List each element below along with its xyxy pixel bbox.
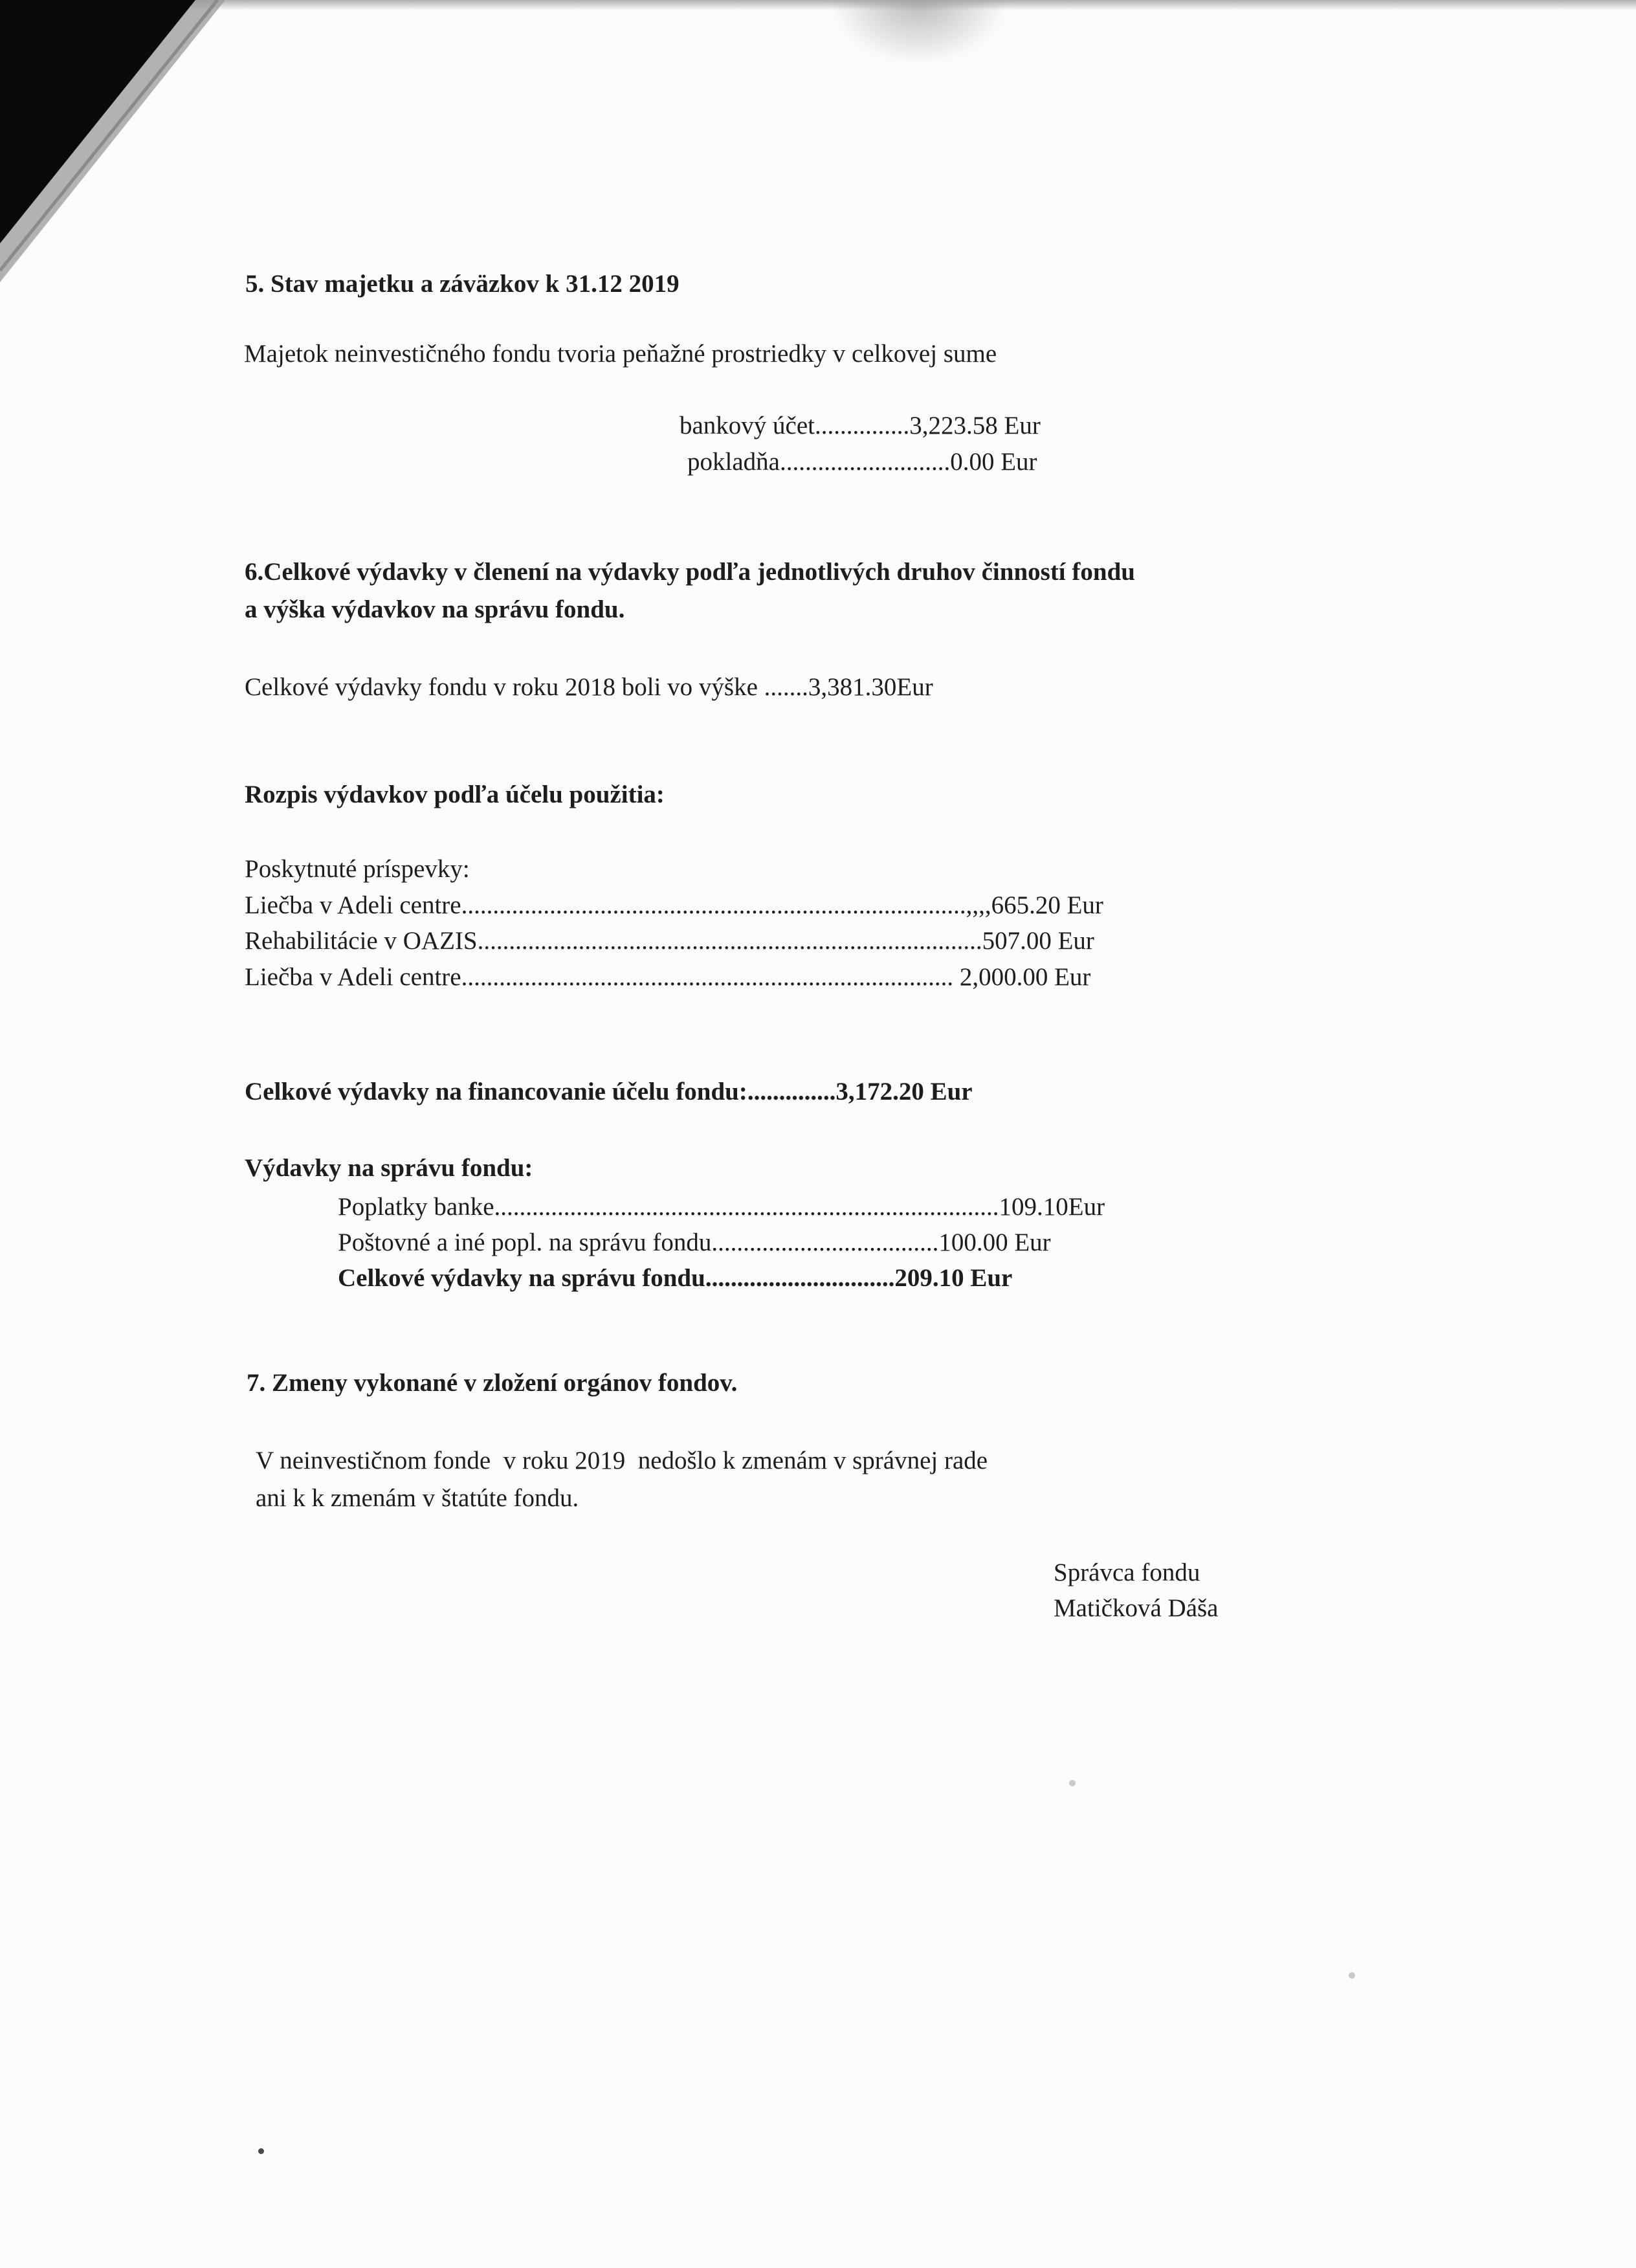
scan-smudge [828,0,1010,65]
purpose-total-value: 3,172.20 Eur [835,1078,973,1106]
signature-role: Správca fondu [1054,1559,1200,1586]
contribution-line [245,926,1094,957]
section7-heading: 7. Zmeny vykonané v zložení orgánov fondov. [247,1369,738,1397]
admin-label: Poplatky banke [338,1193,494,1221]
contribution-value: ,,,,665.20 Eur [966,891,1103,919]
cash-leader: ........................... [779,448,951,476]
cash-label: pokladňa [687,448,780,476]
breakdown-heading: Rozpis výdavkov podľa účelu použitia: [245,781,665,808]
bank-account-label: bankový účet [680,412,815,439]
bank-account-value: 3,223.58 Eur [909,412,1041,439]
signature-name: Matičková Dáša [1054,1594,1219,1622]
admin-total-line [338,1263,1012,1295]
contribution-line [245,962,1090,994]
bank-account-leader: ............... [815,412,910,439]
scan-corner-artifact [0,0,272,621]
admin-value: 109.10Eur [999,1193,1105,1221]
admin-line [338,1227,1051,1259]
scan-speck [1069,1780,1076,1786]
purpose-total-label: Celkové výdavky na financovanie účelu fondu: [245,1078,747,1106]
total-expenses-leader: ....... [764,673,808,701]
purpose-total-line [245,1076,973,1108]
contribution-value: 2,000.00 Eur [953,963,1091,991]
admin-total-value: 209.10 Eur [894,1264,1013,1292]
contribution-label: Liečba v Adeli centre [245,963,461,991]
contribution-leader: .............................................................................. [461,963,954,991]
contributions-heading: Poskytnuté príspevky: [245,855,470,883]
section6-heading-line2: a výška výdavkov na správu fondu. [245,595,625,623]
cash-value: 0.00 Eur [950,448,1037,476]
total-expenses-line [245,672,933,704]
admin-line [338,1192,1105,1223]
section7-body-line1: V neinvestičnom fonde v roku 2019 nedošlo k zmenám v správnej rade [256,1447,988,1474]
contribution-label: Rehabilitácie v OAZIS [245,927,478,955]
scan-speck [1349,1972,1355,1979]
admin-total-leader: .............................. [705,1264,895,1292]
total-expenses-value: 3,381.30Eur [808,673,933,701]
purpose-total-leader: .............. [747,1078,836,1106]
contribution-leader: ................................................................................ [477,927,982,955]
contribution-line [245,890,1103,922]
section5-heading: 5. Stav majetku a záväzkov k 31.12 2019 [245,270,680,298]
bank-account-line [680,410,1041,442]
admin-value: 100.00 Eur [938,1228,1051,1256]
contribution-leader: ................................................................................ [461,891,966,919]
admin-leader: .................................... [711,1228,939,1256]
admin-total-label: Celkové výdavky na správu fondu [338,1264,705,1292]
admin-label: Poštovné a iné popl. na správu fondu [338,1228,712,1256]
admin-leader: ................................................................................ [494,1193,999,1221]
cash-line [687,447,1037,478]
section7-body-line2: ani k k zmenám v štatúte fondu. [256,1484,579,1512]
total-expenses-label: Celkové výdavky fondu v roku 2018 boli vo výške [245,673,764,701]
section6-heading-line1: 6.Celkové výdavky v členení na výdavky podľa jednotlivých druhov činností fondu [245,558,1135,586]
section5-intro: Majetok neinvestičného fondu tvoria peňažné prostriedky v celkovej sume [244,340,997,368]
scan-speck [258,2148,264,2154]
admin-heading: Výdavky na správu fondu: [245,1154,533,1182]
contribution-value: 507.00 Eur [982,927,1094,955]
contribution-label: Liečba v Adeli centre [245,891,461,919]
